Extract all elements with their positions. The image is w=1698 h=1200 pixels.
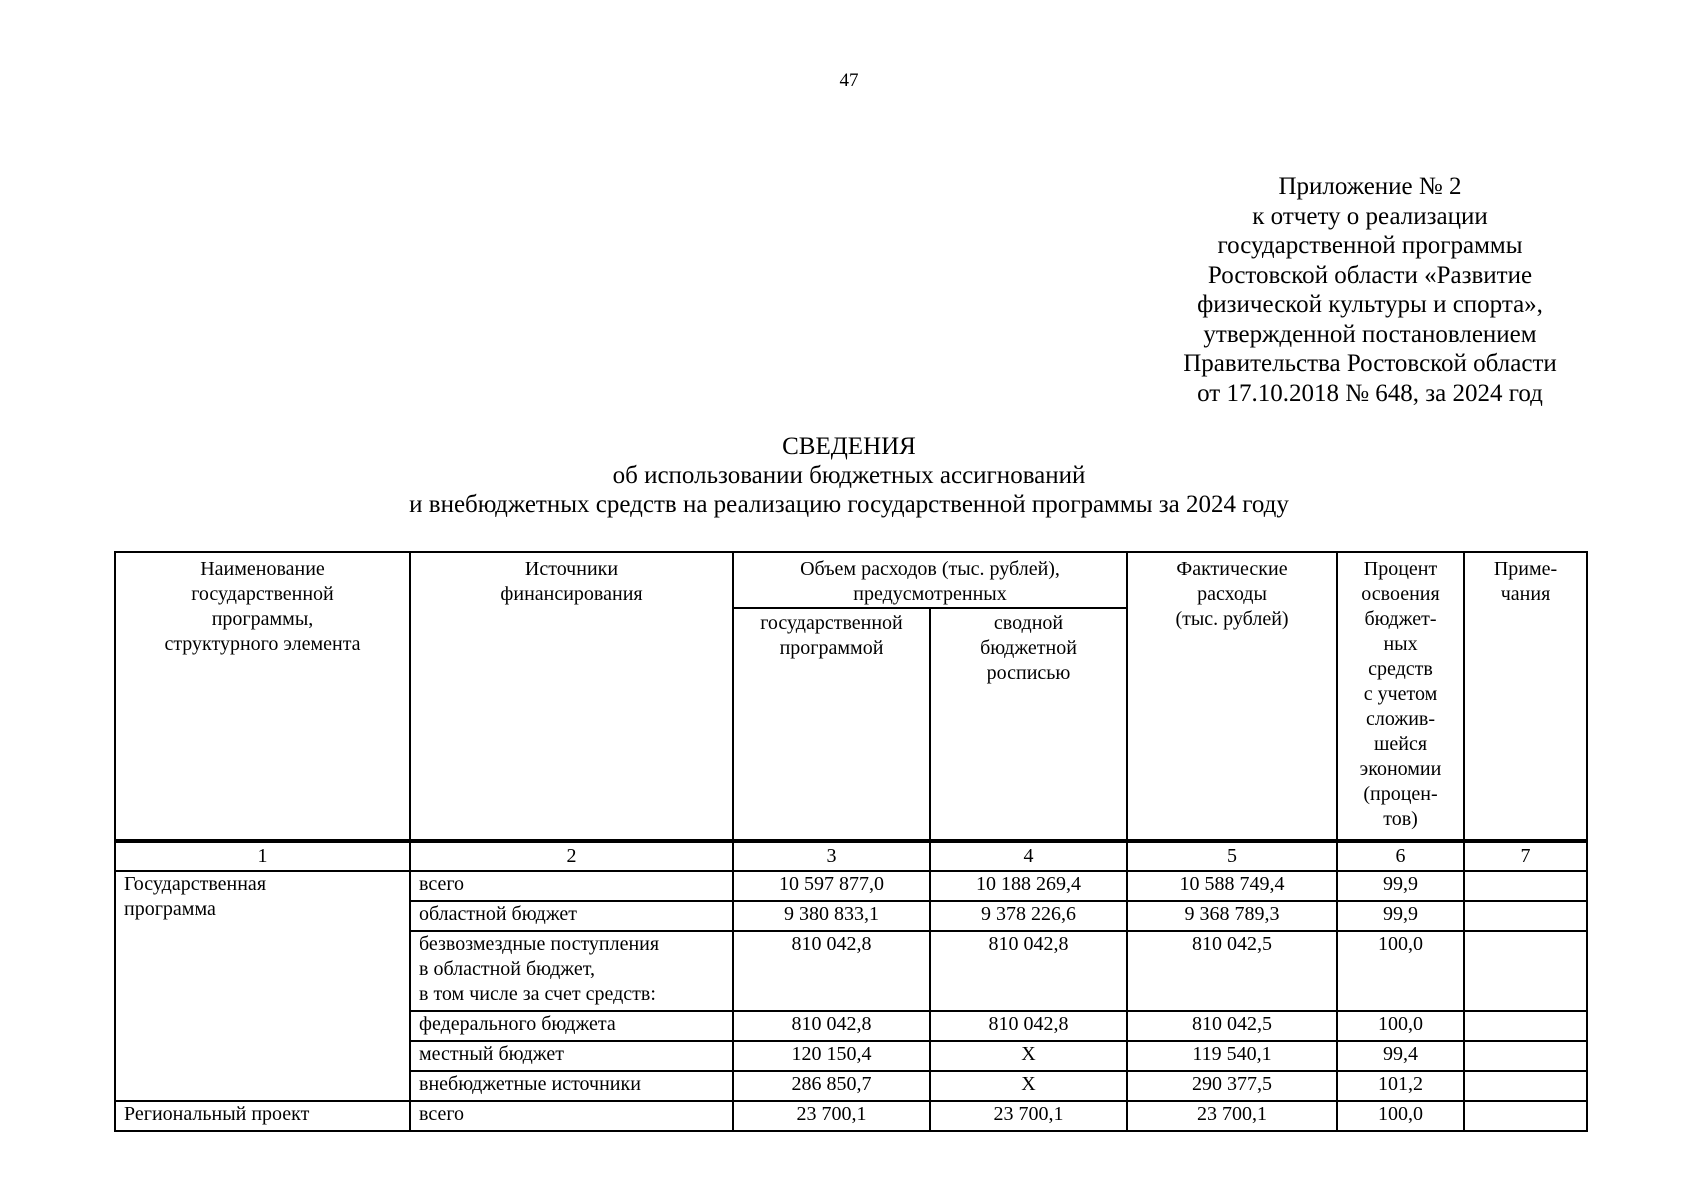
column-numbers-row	[115, 841, 1587, 871]
row-percent-value: 99,4	[1337, 1041, 1464, 1071]
column-number: 1	[115, 841, 410, 871]
appendix-line: государственной программы	[1217, 232, 1523, 259]
appendix-line: Ростовской области «Развитие	[1207, 261, 1533, 289]
header-percent: Процент освоения бюджет- ных средств с учетом сложив- шейся экономии (процен- тов)	[1337, 552, 1464, 841]
header-program-volume: государственной программой	[733, 608, 930, 841]
appendix-line: Приложение № 2	[1278, 173, 1462, 200]
row-source: внебюджетные источники	[410, 1071, 733, 1101]
appendix-line: от 17.10.2018 № 648, за 2024 год	[1197, 379, 1543, 407]
row-program-value: 23 700,1	[733, 1101, 930, 1131]
row-percent-value: 99,9	[1337, 901, 1464, 931]
column-number: 2	[410, 841, 733, 871]
row-note	[1464, 871, 1587, 901]
row-source: местный бюджет	[410, 1041, 733, 1071]
row-note	[1464, 1041, 1587, 1071]
row-program-value: 120 150,4	[733, 1041, 930, 1071]
title-heading: СВЕДЕНИЯ	[782, 433, 916, 460]
appendix-line: Правительства Ростовской области	[1183, 350, 1557, 377]
row-note	[1464, 1011, 1587, 1041]
row-percent-value: 100,0	[1337, 1011, 1464, 1041]
appendix-line: физической культуры и спорта»,	[1197, 291, 1543, 318]
row-budget-value: 23 700,1	[930, 1101, 1127, 1131]
column-number: 3	[733, 841, 930, 871]
row-program-value: 10 597 877,0	[733, 871, 930, 901]
header-budget-schedule: сводной бюджетной росписью	[930, 608, 1127, 841]
appendix-block	[1130, 172, 1610, 408]
column-number: 5	[1127, 841, 1337, 871]
row-note	[1464, 1071, 1587, 1101]
row-budget-value: X	[930, 1071, 1127, 1101]
column-number: 4	[930, 841, 1127, 871]
appendix-line: к отчету о реализации	[1252, 202, 1488, 230]
row-actual-value: 119 540,1	[1127, 1041, 1337, 1071]
row-percent-value: 101,2	[1337, 1071, 1464, 1101]
row-budget-value: X	[930, 1041, 1127, 1071]
header-expense-volume: Объем расходов (тыс. рублей), предусмотренных	[733, 552, 1127, 608]
row-note	[1464, 901, 1587, 931]
row-program-name: Государственная программа	[115, 871, 410, 1101]
row-actual-value: 290 377,5	[1127, 1071, 1337, 1101]
row-source: федерального бюджета	[410, 1011, 733, 1041]
column-number: 6	[1337, 841, 1464, 871]
document-title	[0, 432, 1698, 519]
row-program-value: 286 850,7	[733, 1071, 930, 1101]
appendix-line: утвержденной постановлением	[1203, 320, 1537, 348]
header-actual-expenses: Фактические расходы (тыс. рублей)	[1127, 552, 1337, 841]
page-number: 47	[839, 70, 859, 91]
row-source: всего	[410, 1101, 733, 1131]
row-project-name: Региональный проект	[115, 1101, 410, 1131]
row-percent-value: 99,9	[1337, 871, 1464, 901]
row-actual-value: 23 700,1	[1127, 1101, 1337, 1131]
row-budget-value: 810 042,8	[930, 931, 1127, 1011]
row-budget-value: 10 188 269,4	[930, 871, 1127, 901]
row-budget-value: 9 378 226,6	[930, 901, 1127, 931]
row-actual-value: 9 368 789,3	[1127, 901, 1337, 931]
row-percent-value: 100,0	[1337, 1101, 1464, 1131]
row-program-value: 9 380 833,1	[733, 901, 930, 931]
header-program-name: Наименование государственной программы, структурного элемента	[115, 552, 410, 841]
row-program-value: 810 042,8	[733, 1011, 930, 1041]
row-note	[1464, 1101, 1587, 1131]
row-budget-value: 810 042,8	[930, 1011, 1127, 1041]
row-source: всего	[410, 871, 733, 901]
header-notes: Приме- чания	[1464, 552, 1587, 841]
row-source: областной бюджет	[410, 901, 733, 931]
title-line: и внебюджетных средств на реализацию государственной программы за 2024 году	[409, 491, 1289, 518]
row-source: безвозмездные поступления в областной бюджет, в том числе за счет средств:	[410, 931, 733, 1011]
table-row	[115, 871, 1587, 901]
column-number: 7	[1464, 841, 1587, 871]
header-funding-sources: Источники финансирования	[410, 552, 733, 841]
row-percent-value: 100,0	[1337, 931, 1464, 1011]
row-note	[1464, 931, 1587, 1011]
budget-table	[114, 551, 1588, 1132]
title-line: об использовании бюджетных ассигнований	[612, 462, 1086, 489]
row-actual-value: 810 042,5	[1127, 1011, 1337, 1041]
table-row	[115, 1101, 1587, 1131]
row-program-value: 810 042,8	[733, 931, 930, 1011]
row-actual-value: 810 042,5	[1127, 931, 1337, 1011]
row-actual-value: 10 588 749,4	[1127, 871, 1337, 901]
